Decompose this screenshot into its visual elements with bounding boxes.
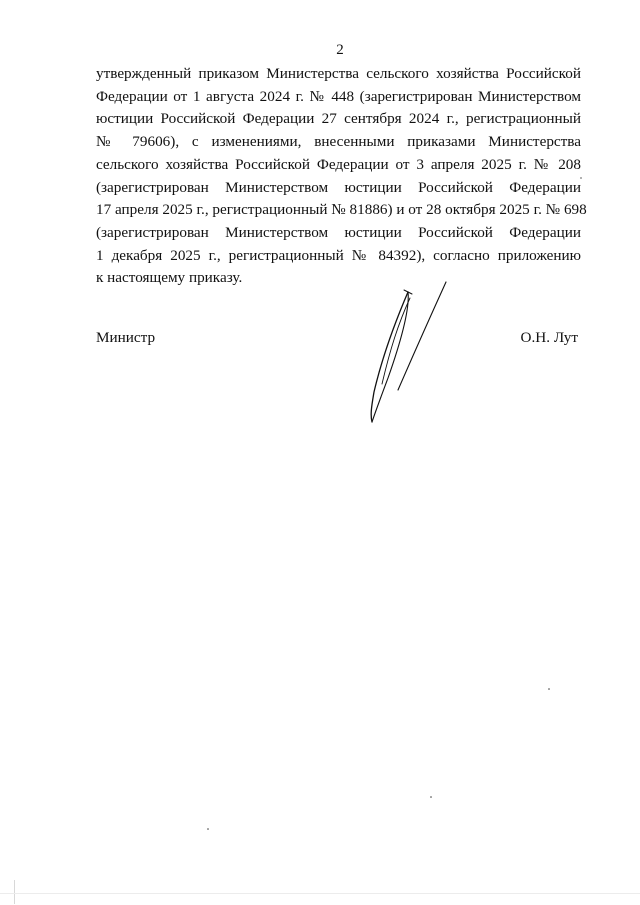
- paragraph-line: (зарегистрирован Министерством юстиции Российской Федерации: [96, 223, 581, 241]
- body-paragraph: [96, 63, 587, 290]
- paragraph-line: Федерации от 1 августа 2024 г. № 448 (зарегистрирован Министерством: [96, 87, 581, 105]
- scan-edge-line: [14, 880, 15, 904]
- paragraph-line: утвержденный приказом Министерства сельского хозяйства Российской: [96, 65, 581, 82]
- handwritten-signature: [352, 280, 462, 430]
- scan-speck: [207, 828, 209, 830]
- paragraph-line: 1 декабря 2025 г., регистрационный № 84392), согласно приложению: [96, 246, 581, 264]
- scan-speck: [548, 688, 550, 690]
- paragraph-line: (зарегистрирован Министерством юстиции Российской Федерации: [96, 178, 581, 196]
- paragraph-line: к настоящему приказу.: [96, 269, 243, 287]
- signatory-name: О.Н. Лут: [520, 329, 578, 346]
- paragraph-line: № 79606), с изменениями, внесенными приказами Министерства: [96, 133, 581, 151]
- paragraph-line: юстиции Российской Федерации 27 сентября 2024 г., регистрационный: [96, 110, 581, 128]
- scan-speck: [430, 796, 432, 798]
- paragraph-line: 17 апреля 2025 г., регистрационный № 81886) и от 28 октября 2025 г. № 698: [96, 201, 587, 219]
- signatory-title: Министр: [96, 329, 156, 346]
- page-number: 2: [336, 42, 344, 58]
- scan-edge-line: [0, 893, 640, 894]
- paragraph-line: сельского хозяйства Российской Федерации от 3 апреля 2025 г. № 208: [96, 155, 581, 173]
- scan-speck: [580, 177, 582, 179]
